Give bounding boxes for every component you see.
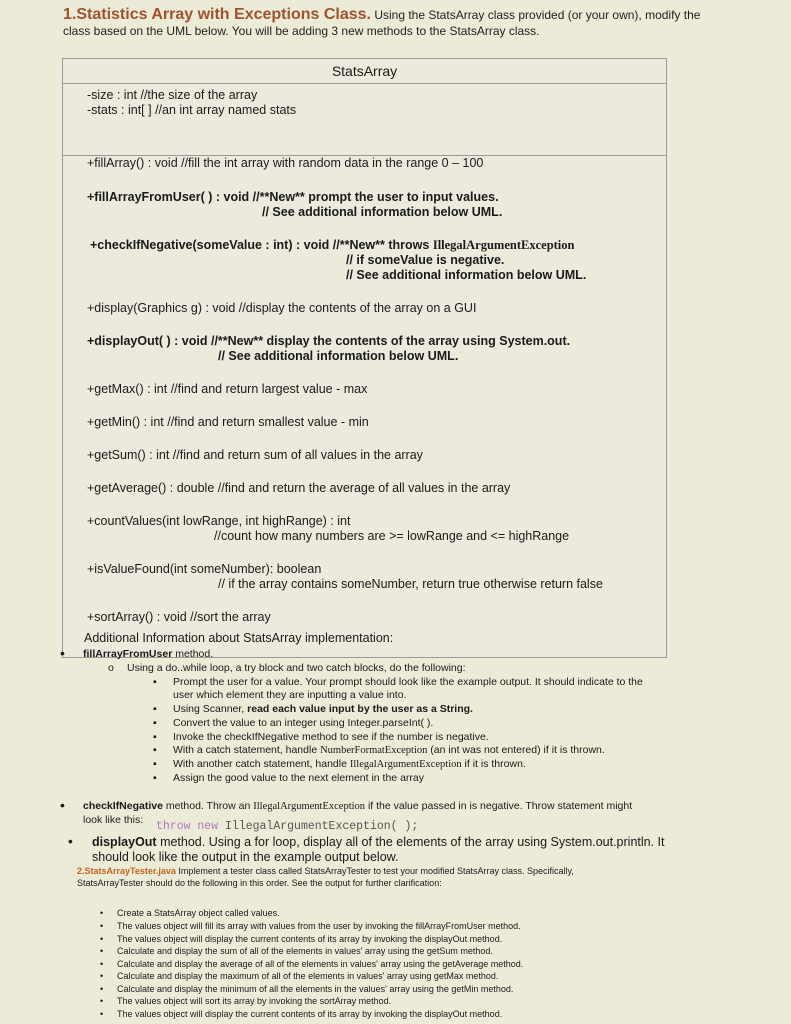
catch1-c: (an int was not entered) if it is thrown.: [427, 744, 605, 756]
check-text-c: if the value passed in is negative. Throw statement might: [365, 800, 633, 812]
square-bullet-icon: ▪: [153, 676, 157, 688]
tester-item: Calculate and display the sum of all of the elements in values' array using the getSum method.: [117, 946, 493, 956]
tester-intro-a: Implement a tester class called StatsArrayTester to test your modified StatsArray class. Specifically,: [175, 866, 574, 876]
square-bullet-icon: ▪: [153, 717, 157, 729]
uml-countValues-note: //count how many numbers are >= lowRange and <= highRange: [214, 529, 570, 543]
scanner-text: [173, 703, 473, 715]
scanner-text-b: read each value input by the user as a String.: [247, 703, 473, 715]
uml-method-isValueFound: +isValueFound(int someNumber): boolean: [87, 562, 322, 576]
uml-method-getMax: +getMax() : int //find and return largest value - max: [87, 382, 368, 396]
throw-code-sample: [156, 820, 418, 833]
check-text-2: look like this:: [83, 814, 144, 826]
tester-item: The values object will fill its array with values from the user by invoking the fillArrayFromUser method.: [117, 921, 521, 931]
tester-item: Calculate and display the average of all of the elements in values' array using the getAverage method.: [117, 959, 524, 969]
square-bullet-icon: ▪: [153, 703, 157, 715]
square-bullet-icon: ▪: [153, 744, 157, 756]
bullet-icon: •: [68, 833, 73, 849]
tester-item: The values object will display the current contents of its array by invoking the displayOut method.: [117, 934, 503, 944]
fill-method-title: fillArrayFromUser: [83, 648, 173, 660]
bullet-icon: •: [100, 908, 104, 918]
square-bullet-icon: ▪: [153, 731, 157, 743]
fill-loop-text: Using a do..while loop, a try block and two catch blocks, do the following:: [127, 662, 466, 674]
tester-item: Create a StatsArray object called values.: [117, 908, 280, 918]
uml-method-displayOut: +displayOut( ) : void //**New** display the contents of the array using System.out.: [87, 334, 571, 348]
intro-line-2: class based on the UML below. You will be adding 3 new methods to the StatsArray class.: [63, 24, 540, 38]
uml-class-name: StatsArray: [63, 59, 666, 84]
uml-attribute-stats: -stats : int[ ] //an int array named stats: [87, 103, 297, 117]
prompt-text-1: Prompt the user for a value. Your prompt should look like the example output. It should indicate to the: [173, 676, 643, 688]
uml-method-countValues: +countValues(int lowRange, int highRange) : int: [87, 514, 351, 528]
uml-method-sortArray: +sortArray() : void //sort the array: [87, 610, 271, 624]
tester-item: Calculate and display the minimum of all the elements in the values' array using the getMin method.: [117, 984, 514, 994]
bullet-icon: •: [100, 921, 104, 931]
uml-method-getSum: +getSum() : int //find and return sum of all values in the array: [87, 448, 423, 462]
catch2-a: With another catch statement, handle: [173, 758, 350, 770]
uml-check-exception: IllegalArgumentException: [432, 238, 575, 252]
square-bullet-icon: ▪: [153, 758, 157, 770]
bullet-icon: •: [60, 645, 65, 661]
tester-intro-b: StatsArrayTester should do the following in this order. See the output for further clarification:: [77, 878, 442, 888]
uml-method-getAverage: +getAverage() : double //find and return the average of all values in the array: [87, 481, 511, 495]
uml-method-fillArrayFromUser-note: // See additional information below UML.: [262, 205, 503, 219]
uml-displayOut-note: // See additional information below UML.: [218, 349, 459, 363]
square-bullet-icon: ▪: [153, 772, 157, 784]
uml-method-fillArrayFromUser: +fillArrayFromUser( ) : void //**New** prompt the user to input values.: [87, 190, 499, 204]
uml-method-getMin: +getMin() : int //find and return smallest value - min: [87, 415, 369, 429]
catch2-text: [173, 758, 526, 770]
check-text-b: IllegalArgumentException: [253, 801, 366, 812]
circle-bullet-icon: o: [108, 662, 114, 674]
code-keyword: throw new: [156, 820, 219, 833]
section-title: 1.Statistics Array with Exceptions Class.: [63, 6, 371, 23]
fill-method-suffix: method.: [172, 648, 214, 660]
prompt-text-2: user which element they are inputting a value into.: [173, 689, 407, 701]
convert-text: Convert the value to an integer using Integer.parseInt( ).: [173, 717, 434, 729]
uml-method-display: +display(Graphics g) : void //display the contents of the array on a GUI: [87, 301, 477, 315]
bullet-icon: •: [100, 959, 104, 969]
check-text-a: method. Throw an: [162, 800, 254, 812]
catch2-c: if it is thrown.: [461, 758, 526, 770]
bullet-icon: •: [100, 984, 104, 994]
tester-file-name: 2.StatsArrayTester.java: [77, 866, 176, 876]
catch2-b: IllegalArgumentException: [349, 759, 462, 770]
check-method-title: checkIfNegative: [83, 800, 163, 812]
invoke-text: Invoke the checkIfNegative method to see if the number is negative.: [173, 731, 489, 743]
display-text-2: should look like the output in the example output below.: [92, 850, 399, 864]
bullet-icon: •: [100, 996, 104, 1006]
tester-item: Calculate and display the maximum of all of the elements in values' array using getMax method.: [117, 971, 499, 981]
fill-method-heading: [83, 648, 213, 660]
uml-check-note-2: // See additional information below UML.: [346, 268, 587, 282]
catch1-b: NumberFormatException: [320, 745, 428, 756]
tester-item: The values object will sort its array by invoking the sortArray method.: [117, 996, 392, 1006]
bullet-icon: •: [100, 946, 104, 956]
tester-item: The values object will display the current contents of its array by invoking the displayOut method.: [117, 1009, 503, 1019]
catch1-text: [173, 744, 605, 756]
tester-intro-line-1: [77, 866, 574, 876]
check-method-text: [83, 800, 632, 812]
display-method-text: [92, 835, 665, 849]
bullet-icon: •: [60, 797, 65, 813]
intro-line-1: Using the StatsArray class provided (or your own), modify the: [374, 8, 701, 22]
uml-attribute-size: -size : int //the size of the array: [87, 88, 258, 102]
display-text: method. Using a for loop, display all of the elements of the array using System.out.println. It: [156, 835, 665, 849]
uml-isValueFound-note: // if the array contains someNumber, return true otherwise return false: [218, 577, 603, 591]
uml-method-checkIfNegative: [90, 238, 575, 253]
code-rest: IllegalArgumentException( );: [218, 820, 419, 833]
uml-check-signature: +checkIfNegative(someValue : int) : void //**New** throws: [90, 238, 430, 252]
additional-info-heading: Additional Information about StatsArray implementation:: [84, 631, 394, 645]
assign-text: Assign the good value to the next element in the array: [173, 772, 424, 784]
uml-method-fillArray: +fillArray() : void //fill the int array with random data in the range 0 – 100: [87, 156, 484, 170]
bullet-icon: •: [100, 971, 104, 981]
scanner-text-a: Using Scanner,: [173, 703, 248, 715]
bullet-icon: •: [100, 934, 104, 944]
bullet-icon: •: [100, 1009, 104, 1019]
display-method-title: displayOut: [92, 835, 157, 849]
assignment-heading: [63, 6, 700, 24]
catch1-a: With a catch statement, handle: [173, 744, 321, 756]
uml-check-note-1: // if someValue is negative.: [346, 253, 505, 267]
